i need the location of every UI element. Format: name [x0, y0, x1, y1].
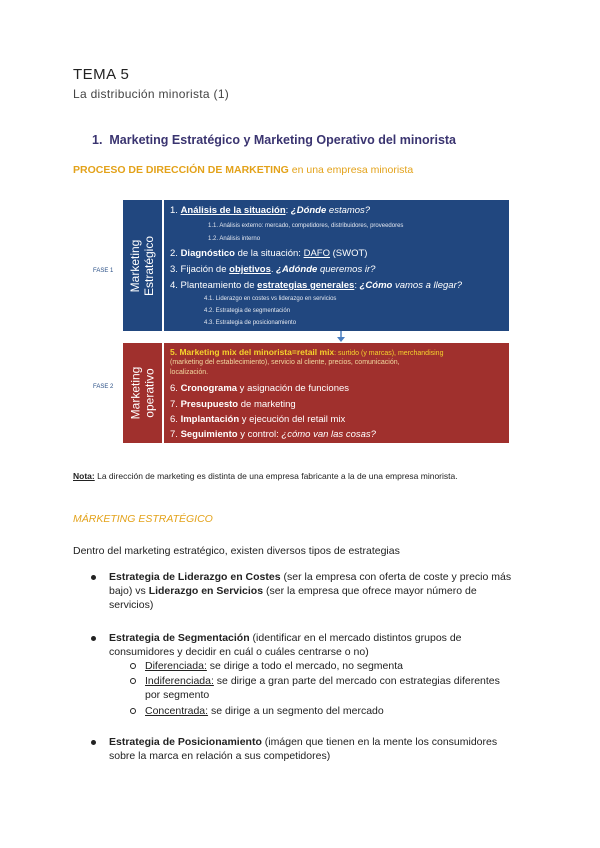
step-3: 3. Fijación de objetivos. ¿Adónde queremos ir?: [170, 264, 376, 275]
fase-2-label: FASE 2: [93, 384, 114, 390]
strategic-marketing-label: Marketing Estratégico: [128, 235, 157, 296]
process-heading-rest: en una empresa minorista: [288, 164, 414, 176]
section-title: Marketing Estratégico y Marketing Operativo del minorista: [109, 133, 457, 147]
strategic-marketing-label-box: [123, 200, 162, 331]
sub-bullet-circle: [130, 663, 136, 669]
sub-bullet-circle: [130, 678, 136, 684]
list-item-positioning: Estrategia de Posicionamiento (imágen que tienen en la mente los consumidores sobre la marca en relación a sus competidores): [109, 736, 498, 762]
step-5: 5. Marketing mix del minorista=retail mix: surtido (y marcas), merchandising: [170, 347, 444, 357]
arrow-down-icon: [335, 331, 347, 343]
note-text: La dirección de marketing es distinta de una empresa fabricante a la de una empresa minorista.: [94, 471, 458, 481]
list-item-cost-leadership: Estrategia de Liderazgo en Costes (ser la empresa con oferta de coste y precio más bajo) vs Liderazgo en Servicios (ser la empresa que ofrece mayor número de servicios): [109, 571, 512, 611]
step-5-cont-1: (marketing del establecimiento), servicio al cliente, precios, comunicación,: [170, 359, 400, 366]
list-item-indiferenciada: Indiferenciada: se dirige a gran parte del mercado con estrategias diferentes por segmento: [145, 675, 500, 701]
process-heading: [73, 164, 413, 176]
note-tag: Nota:: [73, 471, 95, 481]
process-heading-bold: PROCESO DE DIRECCIÓN DE MARKETING: [73, 164, 289, 176]
fase-1-label: FASE 1: [93, 268, 114, 274]
strategic-marketing-heading: MÁRKETING ESTRATÉGICO: [73, 513, 213, 525]
bullet-dot: [91, 575, 96, 580]
step-1-1: 1.1. Análisis externo: mercado, competidores, distribuidores, proveedores: [208, 223, 404, 229]
step-4-2: 4.2. Estrategia de segmentación: [204, 308, 291, 314]
bullet-dot: [91, 636, 96, 641]
note: [73, 471, 458, 481]
step-1-2: 1.2. Análisis interno: [208, 236, 261, 242]
step-4-3: 4.3. Estrategia de posicionamiento: [204, 320, 297, 326]
step-7: 7. Presupuesto de marketing: [170, 399, 296, 410]
step-2: 2. Diagnóstico de la situación: DAFO (SWOT): [170, 248, 368, 259]
step-8: 6. Implantación y ejecución del retail mix: [170, 414, 346, 425]
bullet-dot: [91, 740, 96, 745]
strategic-marketing-intro: Dentro del marketing estratégico, existen diversos tipos de estrategias: [73, 545, 400, 557]
step-4: 4. Planteamiento de estrategias generales: ¿Cómo vamos a llegar?: [170, 280, 463, 291]
operational-marketing-label: Marketing operativo: [128, 366, 157, 420]
section-heading: [92, 133, 456, 147]
operational-marketing-label-box: [123, 343, 162, 443]
section-number: 1.: [92, 133, 103, 147]
list-item-segmentation: Estrategia de Segmentación (identificar en el mercado distintos grupos de consumidores y decidir en cuál o cuáles centrarse o no): [109, 632, 462, 658]
strategic-marketing-steps: [164, 200, 509, 331]
page-subtitle: La distribución minorista (1): [73, 87, 230, 101]
step-1: 1. Análisis de la situación: ¿Dónde estamos?: [170, 205, 371, 216]
step-9: 7. Seguimiento y control: ¿cómo van las cosas?: [170, 429, 376, 440]
step-6: 6. Cronograma y asignación de funciones: [170, 383, 350, 394]
operational-marketing-steps: [164, 343, 509, 443]
list-item-diferenciada: Diferenciada: se dirige a todo el mercado, no segmenta: [145, 660, 403, 672]
list-item-concentrada: Concentrada: se dirige a un segmento del mercado: [145, 705, 384, 717]
step-5-cont-2: localización.: [170, 369, 209, 376]
step-4-1: 4.1. Liderazgo en costes vs liderazgo en servicios: [204, 296, 337, 302]
page-title: TEMA 5: [73, 66, 130, 83]
sub-bullet-circle: [130, 708, 136, 714]
